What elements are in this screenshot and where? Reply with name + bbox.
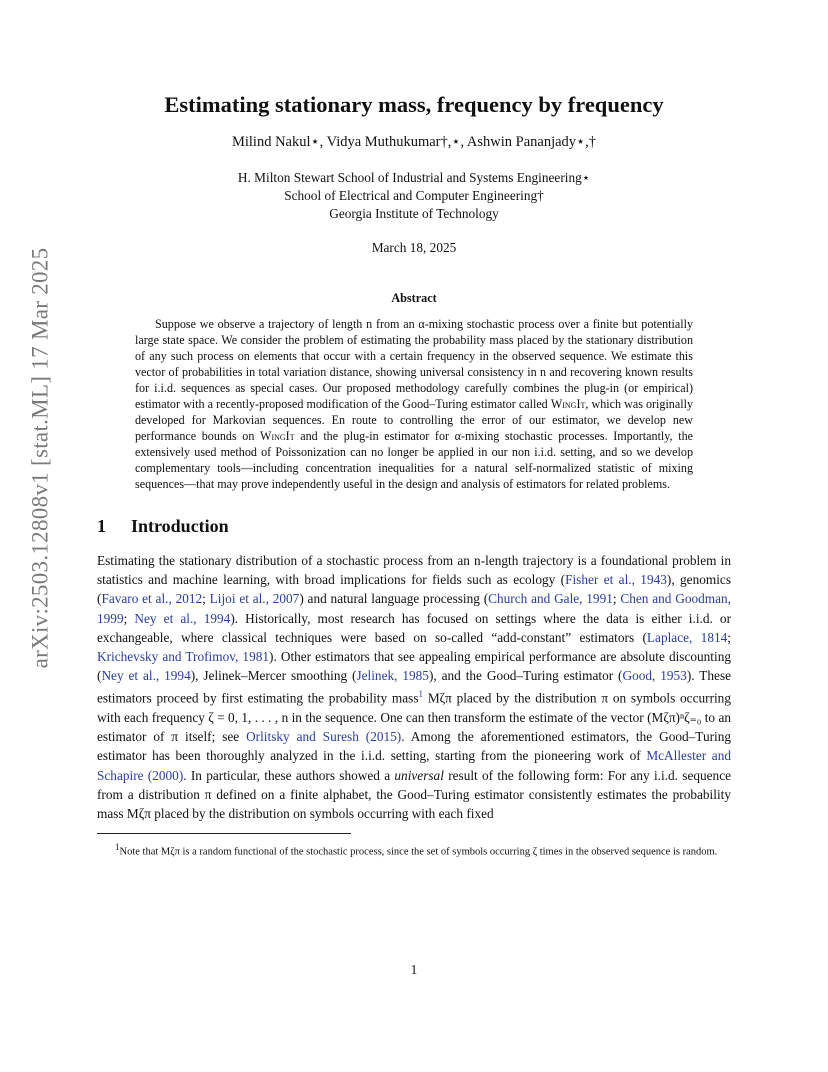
body-text: ). These estimators proceed by first estimating the probability mass	[97, 668, 732, 706]
wingit-term: WingIt	[550, 397, 586, 411]
emphasis-text: universal	[394, 767, 444, 783]
body-text: . Among the aforementioned estimators, the Good–Turing estimator has been thoroughly analyzed in the i.i.d. setting, starting from the pioneering work of	[97, 729, 732, 764]
footnote-text: Note that Mζπ is a random functional of the stochastic process, since the set of symbols occurring ζ times in the observed sequence is random.	[119, 846, 718, 858]
arxiv-stamp-text: arXiv:2503.12808v1 [stat.ML] 17 Mar 2025	[27, 247, 52, 669]
footnote-mark: 1	[115, 842, 120, 853]
affiliation-line: School of Electrical and Computer Engineering†	[284, 188, 544, 203]
body-text: ), Jelinek–Mercer smoothing (	[190, 668, 357, 684]
citation-link[interactable]: Chen and Goodman, 1999	[97, 591, 731, 626]
body-text: . In particular, these authors showed a	[183, 767, 395, 783]
abstract-text	[135, 316, 693, 492]
body-text: ), and the Good–Turing estimator (	[428, 668, 623, 684]
body-text: ;	[202, 591, 210, 607]
body-text: Mζπ placed by the distribution π on symbols occurring with each frequency ζ = 0, 1, . . . , n in the sequence. One can then transform the estimate of the vector (Mζπ)ⁿζ₌₀ to an estimator of π itself; see	[97, 690, 731, 745]
body-text: ;	[727, 629, 731, 645]
section-heading	[97, 516, 731, 537]
body-text: ;	[123, 610, 135, 626]
citation-link[interactable]: Ney et al., 1994	[134, 610, 231, 626]
author-list: Milind Nakul⋆, Vidya Muthukumar†,⋆, Ashwin Pananjady⋆,†	[231, 134, 596, 150]
citation-link[interactable]: Laplace, 1814	[646, 629, 728, 645]
footnote-divider	[97, 833, 351, 834]
abstract-part: Suppose we observe a trajectory of length n from an α-mixing stochastic process over a finite but potentially large state space. We consider the problem of estimating the probability mass placed by the stationary distribution of any such process on elements that occur with a certain frequency in the observed sequence. We estimate this vector of probabilities in total variation distance, showing universal consistency in n and recovering known results for i.i.d. sequences as special cases. Our proposed methodology carefully combines the plug-in (or empirical) estimator with a recently-proposed modification of the Good–Turing estimator called	[135, 317, 693, 411]
body-text: ). Other estimators that see appealing empirical performance are absolute discounting (	[97, 649, 731, 684]
body-text: ), genomics (	[97, 572, 731, 607]
abstract-heading: Abstract	[391, 291, 437, 305]
arxiv-identifier-stamp	[22, 248, 58, 668]
citation-link[interactable]: Good, 1953	[622, 668, 687, 684]
wingit-term: WingIt	[260, 429, 295, 443]
citation-link[interactable]: Orlitsky and Suresh (2015)	[246, 729, 402, 745]
abstract-part: and the plug-in estimator for α-mixing stochastic processes. Importantly, the extensively used method of Poissonization can no longer be applied in our non i.i.d. setting, and so we develop complementary tools—including concentration inequalities for a natural self-normalized statistic of mixing sequences—that may prove independently useful in the design and analysis of estimators for related problems.	[135, 429, 693, 491]
introduction-paragraph	[97, 551, 731, 823]
body-text: Estimating the stationary distribution of a stochastic process from an n-length trajectory is a foundational problem in statistics and machine learning, with broad implications for fields such as ecology (	[97, 553, 731, 588]
citation-link[interactable]: Church and Gale, 1991	[488, 591, 613, 607]
page-number: 1	[410, 962, 418, 977]
citation-link[interactable]: McAllester and Schapire (2000)	[97, 748, 731, 783]
section-title: Introduction	[131, 516, 229, 536]
affiliation-line: Georgia Institute of Technology	[329, 206, 499, 221]
paper-date: March 18, 2025	[371, 240, 457, 255]
abstract-part: , which was originally developed for Markovian sequences. En route to controlling the error of our estimator, we develop new performance bounds on	[135, 397, 693, 443]
body-text: result of the following form: For any i.i.d. sequence from a distribution π defined on a finite alphabet, the Good–Turing estimator consistently estimates the probability mass Mζπ placed by the distribution on symbols occurring with each fixed	[97, 767, 732, 822]
citation-link[interactable]: Lijoi et al., 2007	[209, 591, 300, 607]
citation-link[interactable]: Favaro et al., 2012	[101, 591, 203, 607]
citation-link[interactable]: Fisher et al., 1943	[565, 572, 667, 588]
body-text: ;	[612, 591, 621, 607]
affiliations	[97, 169, 731, 223]
section-number: 1	[97, 516, 106, 536]
citation-link[interactable]: Krichevsky and Trofimov, 1981	[97, 649, 270, 665]
citation-link[interactable]: Jelinek, 1985	[356, 668, 429, 684]
footnote	[97, 840, 731, 860]
paper-title: Estimating stationary mass, frequency by frequency	[164, 92, 664, 117]
body-text: ). Historically, most research has focused on settings where the data is either i.i.d. or exchangeable, where classical techniques were based on so-called “add-constant” estimators (	[97, 610, 732, 645]
citation-link[interactable]: Ney et al., 1994	[101, 668, 191, 684]
paper-page	[97, 0, 732, 977]
body-text: ) and natural language processing (	[299, 591, 489, 607]
affiliation-line: H. Milton Stewart School of Industrial and Systems Engineering⋆	[237, 170, 591, 185]
footnote-link[interactable]: 1	[418, 689, 424, 700]
